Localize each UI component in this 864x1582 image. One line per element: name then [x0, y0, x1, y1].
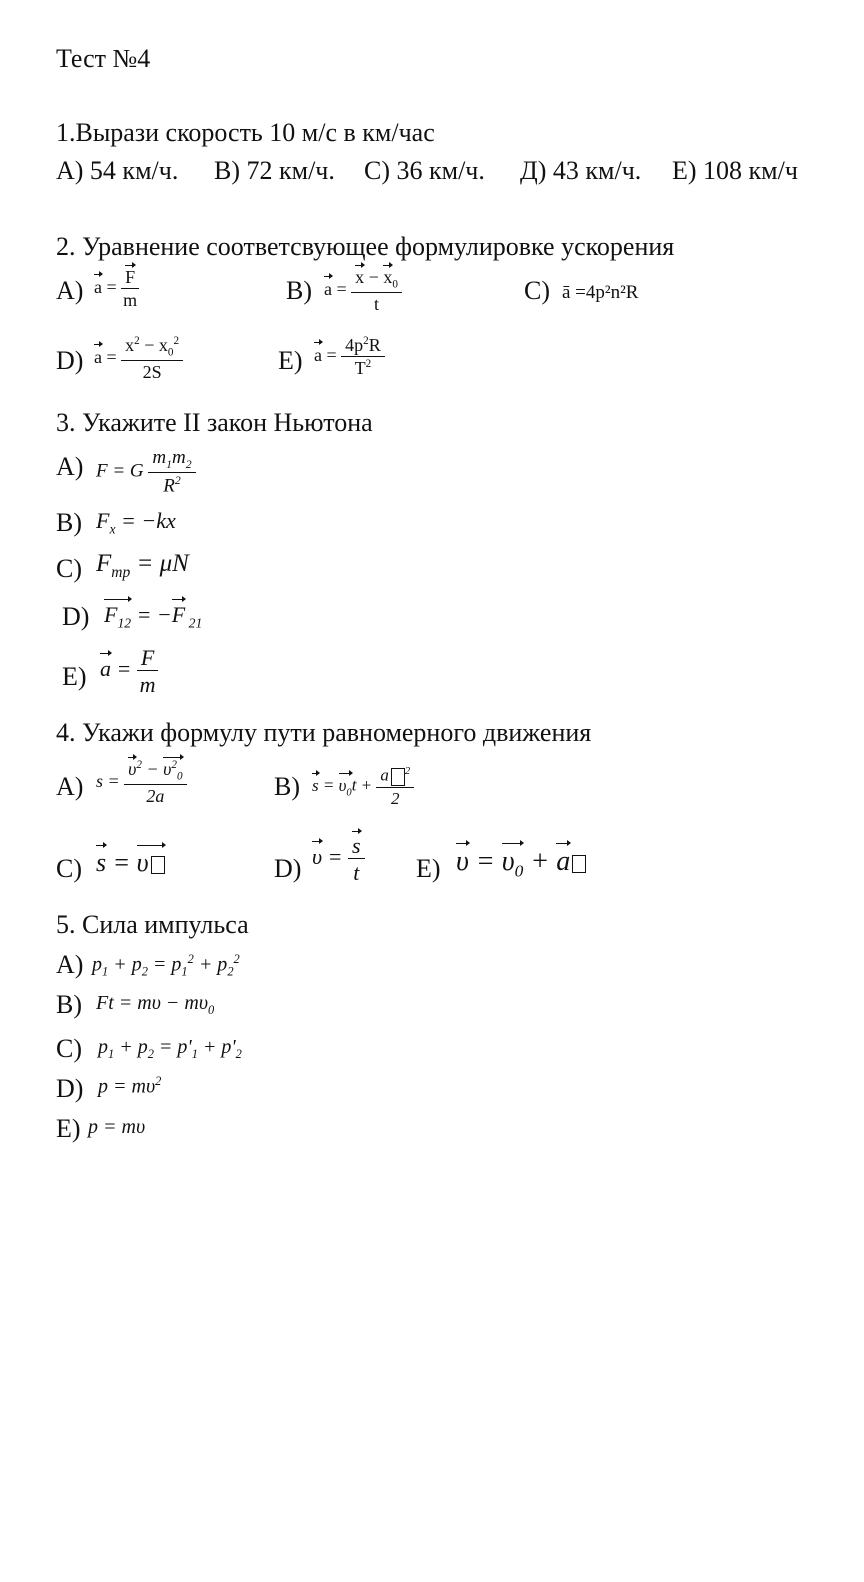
q3-formula-d: $F_{12} = -F$ $_{21}$ — [104, 602, 203, 631]
q1-option-b: В) 72 км/ч. — [214, 156, 335, 185]
q3-formula-a: F = G $\frac{m_1m_2}{R^2}$ — [96, 448, 196, 496]
question-1-text: 1.Вырази скорость 10 м/с в км/час — [56, 118, 435, 147]
q5-formula-a: $p_1 + p_2 = p_1^2 + p_2^2$ — [92, 952, 240, 979]
q1-option-e: Е) 108 км/ч — [672, 156, 798, 185]
q5-formula-e: p = mυ — [88, 1116, 146, 1138]
q2-formula-d: a = $\frac{x^2 - x_0^2}{2S}$ — [94, 336, 183, 382]
q4-formula-d: υ = $\frac{s}{t}$ — [312, 834, 365, 884]
q2-formula-e: a = $\frac{4p^2R}{T^2}$ — [314, 336, 385, 378]
question-5-text: 5. Сила импульса — [56, 910, 249, 939]
q3-option-a-label: A) — [56, 452, 84, 481]
q5-option-a-label: A) — [56, 950, 84, 979]
q3-option-c-label: C) — [56, 554, 82, 583]
q4-option-a-label: A) — [56, 772, 84, 801]
q2-option-a-label: A) — [56, 276, 84, 305]
q2-option-c-label: C) — [524, 276, 550, 305]
q5-formula-d: $p = m\upsilon^2$ — [98, 1074, 162, 1098]
q2-option-e-label: E) — [278, 346, 303, 375]
q3-formula-c: $F_{тр} = \mu N$ — [96, 550, 189, 581]
q5-option-c-label: C) — [56, 1034, 82, 1063]
q1-option-d: Д) 43 км/ч. — [520, 156, 642, 185]
q4-option-d-label: D) — [274, 854, 302, 883]
q4-formula-b: $s = \upsilon_0t$ + $\frac{a ^2}{2}$ — [312, 766, 414, 808]
q4-formula-c: s = υ — [96, 848, 165, 878]
q5-formula-c: $p_1 + p_2 = p'_1 + p'_2$ — [98, 1036, 242, 1061]
q2-formula-c: ā =4p²n²R — [562, 282, 639, 303]
question-3-text: 3. Укажите II закон Ньютона — [56, 408, 373, 437]
page-title: Тест №4 — [56, 44, 151, 73]
q2-formula-b: a = $\frac{x - x_0}{t}$ — [324, 268, 402, 314]
q1-option-c: С) 36 км/ч. — [364, 156, 485, 185]
q1-option-a: А) 54 км/ч. — [56, 156, 179, 185]
q3-option-d-label: D) — [62, 602, 90, 631]
q5-option-e-label: E) — [56, 1114, 81, 1143]
q4-option-e-label: E) — [416, 854, 441, 883]
q2-formula-a: a = $\frac{F}{m}$ — [94, 267, 138, 310]
question-4-text: 4. Укажи формулу пути равномерного движения — [56, 718, 592, 747]
q3-option-e-label: E) — [62, 662, 87, 691]
q5-option-d-label: D) — [56, 1074, 84, 1103]
q5-formula-b: $Ft = m\upsilon - m\upsilon_0$ — [96, 992, 215, 1017]
q4-option-c-label: C) — [56, 854, 82, 883]
q3-formula-b: $F_x = -kx$ — [96, 508, 176, 537]
q5-option-b-label: B) — [56, 990, 82, 1019]
question-2-text: 2. Уравнение соответсвующее формулировке ускорения — [56, 232, 675, 261]
q3-option-b-label: B) — [56, 508, 82, 537]
q4-option-b-label: B) — [274, 772, 300, 801]
q4-formula-e: $\upsilon = \upsilon_0 + a$ — [456, 846, 586, 882]
q4-formula-a: s = $\frac{\upsilon^2 - \upsilon^2_0}{2a}$ — [96, 760, 187, 806]
q3-formula-e: a = $\frac{F}{m}$ — [100, 646, 158, 696]
q2-option-d-label: D) — [56, 346, 84, 375]
q2-option-b-label: B) — [286, 276, 312, 305]
